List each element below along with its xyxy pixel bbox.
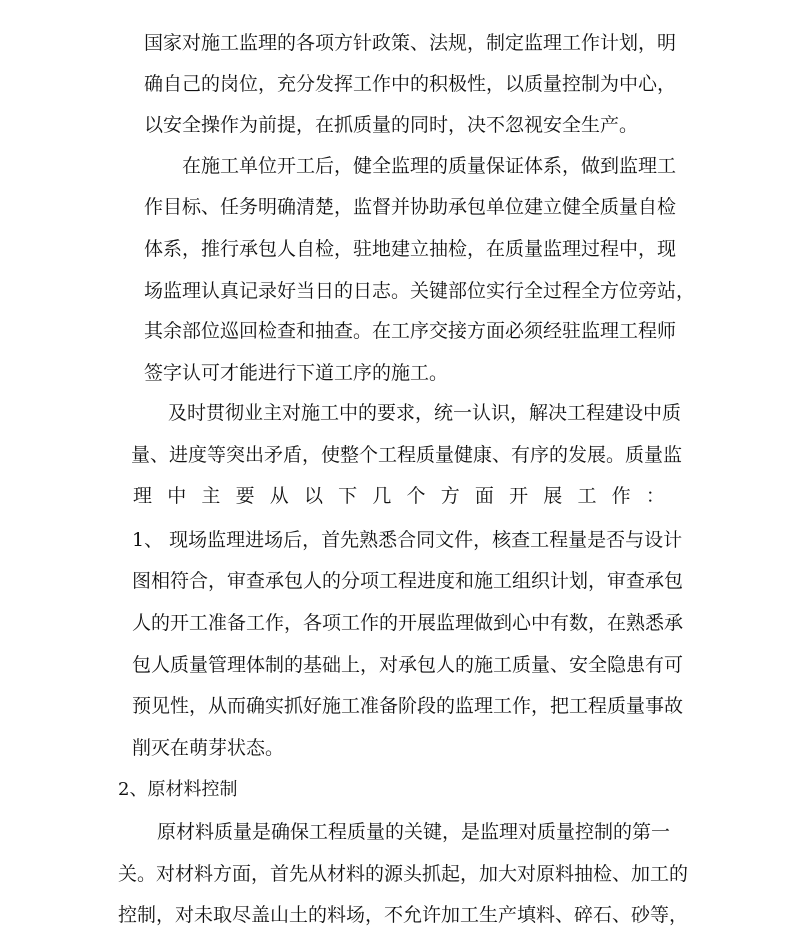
text-line: 在施工单位开工后，健全监理的质量保证体系，做到监理工 [182, 155, 677, 177]
text-char: 方 [440, 485, 460, 507]
text-line: 关。对材料方面，首先从材料的源头抓起，加大对原料抽检、加工的 [118, 863, 689, 885]
text-line: 人的开工准备工作，各项工作的开展监理做到心中有数，在熟悉承 [132, 612, 684, 634]
text-char: 主 [201, 485, 221, 507]
text-char: 开 [509, 485, 529, 507]
text-char: 作 [611, 485, 631, 507]
text-line: 其余部位巡回检查和抽查。在工序交接方面必须经驻监理工程师 [144, 320, 677, 342]
text-char: 个 [406, 485, 426, 507]
text-line: 量、进度等突出矛盾，使整个工程质量健康、有序的发展。质量监 [131, 444, 683, 466]
text-char: 工 [577, 485, 597, 507]
text-line: 体系，推行承包人自检，驻地建立抽检，在质量监理过程中，现 [144, 238, 677, 260]
text-line: 控制，对未取尽盖山土的料场，不允许加工生产填料、碎石、砂等， [118, 904, 689, 926]
text-line: 包人质量管理体制的基础上，对承包人的施工质量、安全隐患有可 [132, 654, 684, 676]
text-line: 签字认可才能进行下道工序的施工。 [144, 362, 449, 384]
text-line: 国家对施工监理的各项方针政策、法规，制定监理工作计划，明 [144, 32, 677, 54]
text-line: 削灭在萌芽状态。 [132, 737, 285, 759]
text-char: 下 [338, 485, 358, 507]
text-char: 几 [372, 485, 392, 507]
text-line: 1、 现场监理进场后，首先熟悉合同文件，核查工程量是否与设计 [132, 529, 683, 551]
text-char: 展 [543, 485, 563, 507]
text-char: 理 [133, 485, 153, 507]
text-line: 图相符合，审查承包人的分项工程进度和施工组织计划，审查承包 [132, 570, 684, 592]
text-line: 场监理认真记录好当日的日志。关键部位实行全过程全方位旁站， [144, 280, 696, 302]
text-char: 中 [167, 485, 187, 507]
text-char: 要 [235, 485, 255, 507]
text-char: 以 [303, 485, 323, 507]
text-line: 预见性，从而确实抓好施工准备阶段的监理工作，把工程质量事故 [132, 695, 684, 717]
text-line: 确自己的岗位，充分发挥工作中的积极性，以质量控制为中心， [144, 73, 677, 95]
section-heading: 2、原材料控制 [118, 779, 238, 800]
text-line: 以安全操作为前提，在抓质量的同时，决不忽视安全生产。 [144, 114, 639, 136]
text-char: ： [645, 485, 665, 507]
text-line: 作目标、任务明确清楚，监督并协助承包单位建立健全质量自检 [144, 196, 677, 218]
spread-text-line [133, 481, 665, 511]
text-char: 从 [269, 485, 289, 507]
text-line: 原材料质量是确保工程质量的关键，是监理对质量控制的第一 [157, 821, 671, 843]
text-char: 面 [474, 485, 494, 507]
text-line: 及时贯彻业主对施工中的要求，统一认识，解决工程建设中质 [168, 402, 682, 424]
